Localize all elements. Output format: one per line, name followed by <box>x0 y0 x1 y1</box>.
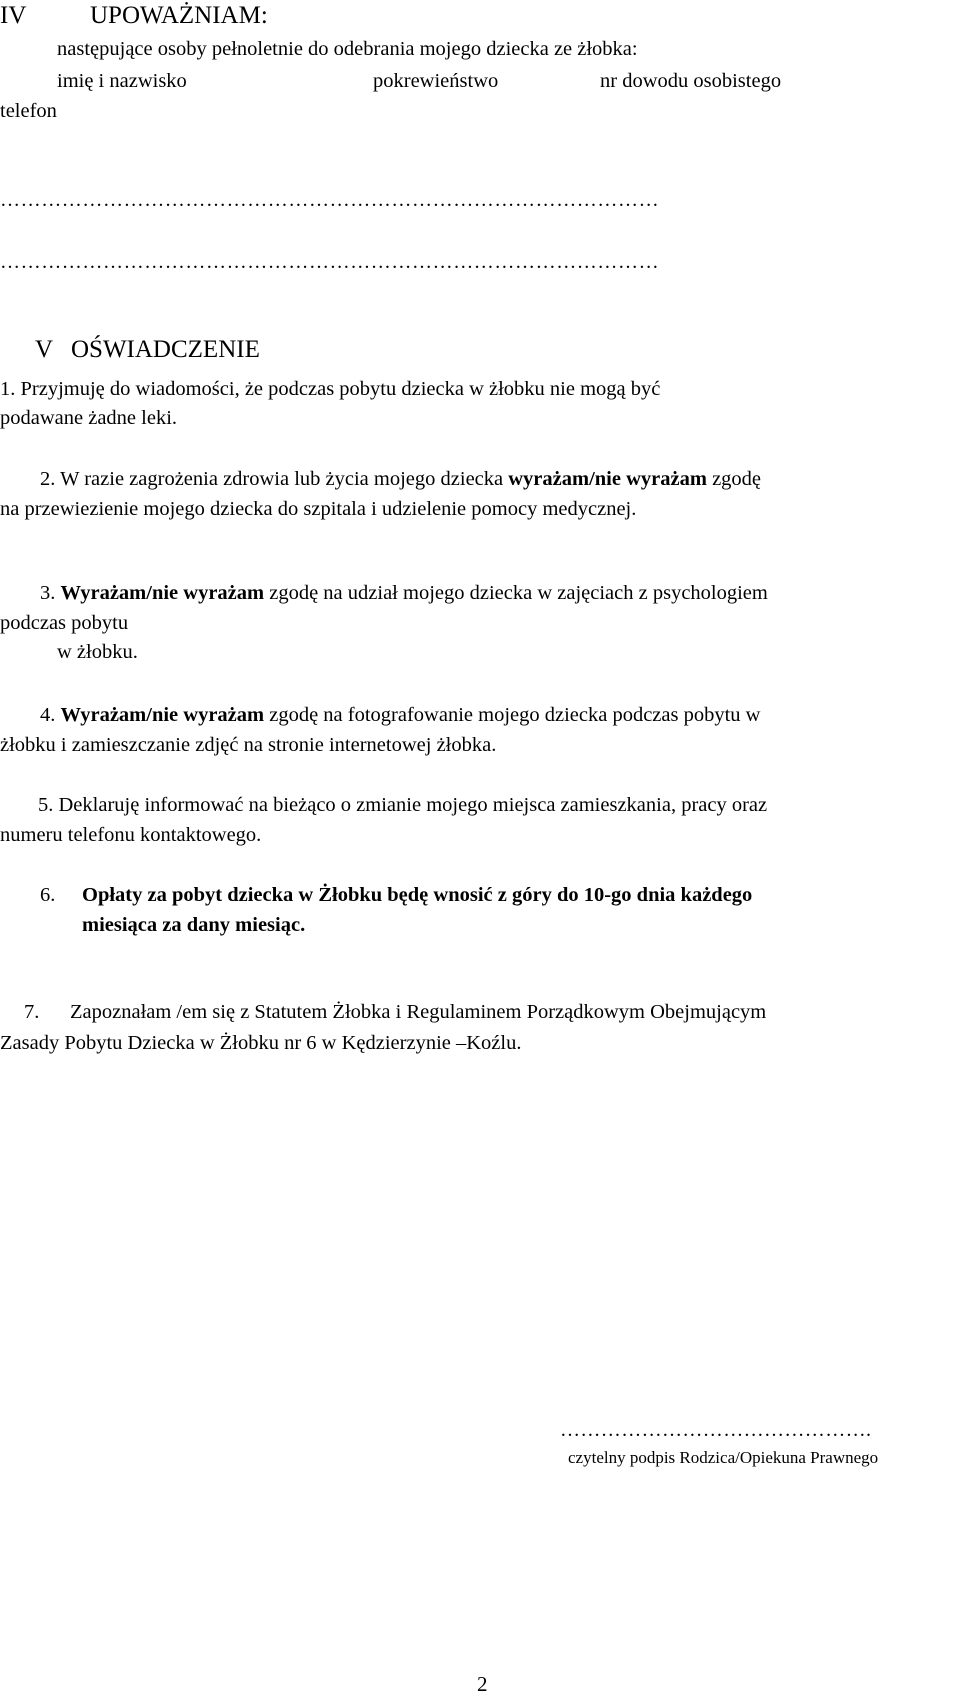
item-2-consent-choice: wyrażam/nie wyrażam <box>508 468 707 490</box>
section-v-title: OŚWIADCZENIE <box>71 336 260 363</box>
fill-line-1: …………………………………………………………………………………… <box>0 189 660 211</box>
item-3-post: zgodę na udział mojego dziecka w zajęciach z psychologiem <box>264 582 768 604</box>
item-7-line-2: Zasady Pobytu Dziecka w Żłobku nr 6 w Kędzierzynie –Koźlu. <box>0 1032 522 1054</box>
item-3-line-3: w żłobku. <box>57 641 138 663</box>
item-2-post: zgodę <box>706 468 762 490</box>
page-number: 2 <box>477 1672 488 1696</box>
section-iv-numeral: IV <box>0 2 27 29</box>
item-4-line-1 <box>40 702 760 728</box>
item-7-number: 7. <box>24 1001 40 1023</box>
item-4-number: 4. <box>40 704 61 726</box>
item-5-line-1: 5. Deklaruję informować na bieżąco o zmianie mojego miejsca zamieszkania, pracy oraz <box>38 794 768 816</box>
section-iv-title: UPOWAŻNIAM: <box>90 2 268 29</box>
item-6-line-2: miesiąca za dany miesiąc. <box>82 914 306 936</box>
column-id-number-label: nr dowodu osobistego <box>600 70 782 92</box>
item-4-post: zgodę na fotografowanie mojego dziecka podczas pobytu w <box>264 704 761 726</box>
signature-line: ………………………………………. <box>560 1419 872 1441</box>
item-5-line-2: numeru telefonu kontaktowego. <box>0 824 262 846</box>
item-3-number: 3. <box>40 582 61 604</box>
item-4-consent-choice: Wyrażam/nie wyrażam <box>60 704 265 726</box>
item-6-number: 6. <box>40 884 56 906</box>
section-iv-heading <box>0 2 26 30</box>
item-2-pre: 2. W razie zagrożenia zdrowia lub życia mojego dziecka <box>40 468 509 490</box>
item-3-consent-choice: Wyrażam/nie wyrażam <box>60 582 265 604</box>
signature-caption: czytelny podpis Rodzica/Opiekuna Prawnego <box>568 1448 879 1467</box>
item-1-line-2: podawane żadne leki. <box>0 407 178 429</box>
item-2-line-1 <box>40 466 761 492</box>
section-iv-intro: następujące osoby pełnoletnie do odebrania mojego dziecka ze żłobka: <box>57 38 638 60</box>
item-1-line-1: 1. Przyjmuję do wiadomości, że podczas pobytu dziecka w żłobku nie mogą być <box>0 378 661 400</box>
item-4-line-2: żłobku i zamieszczanie zdjęć na stronie internetowej żłobka. <box>0 734 497 756</box>
column-phone-label: telefon <box>0 100 57 122</box>
column-relation-label: pokrewieństwo <box>373 70 499 92</box>
column-name-label: imię i nazwisko <box>57 70 187 92</box>
item-2-line-2: na przewiezienie mojego dziecka do szpitala i udzielenie pomocy medycznej. <box>0 498 637 520</box>
section-v-numeral: V <box>35 336 54 363</box>
item-3-line-1 <box>40 580 768 606</box>
item-6-line-1: Opłaty za pobyt dziecka w Żłobku będę wnosić z góry do 10-go dnia każdego <box>82 884 753 906</box>
item-7-line-1: Zapoznałam /em się z Statutem Żłobka i Regulaminem Porządkowym Obejmującym <box>70 1001 767 1023</box>
fill-line-2: …………………………………………………………………………………… <box>0 251 660 273</box>
item-3-line-2: podczas pobytu <box>0 612 129 634</box>
